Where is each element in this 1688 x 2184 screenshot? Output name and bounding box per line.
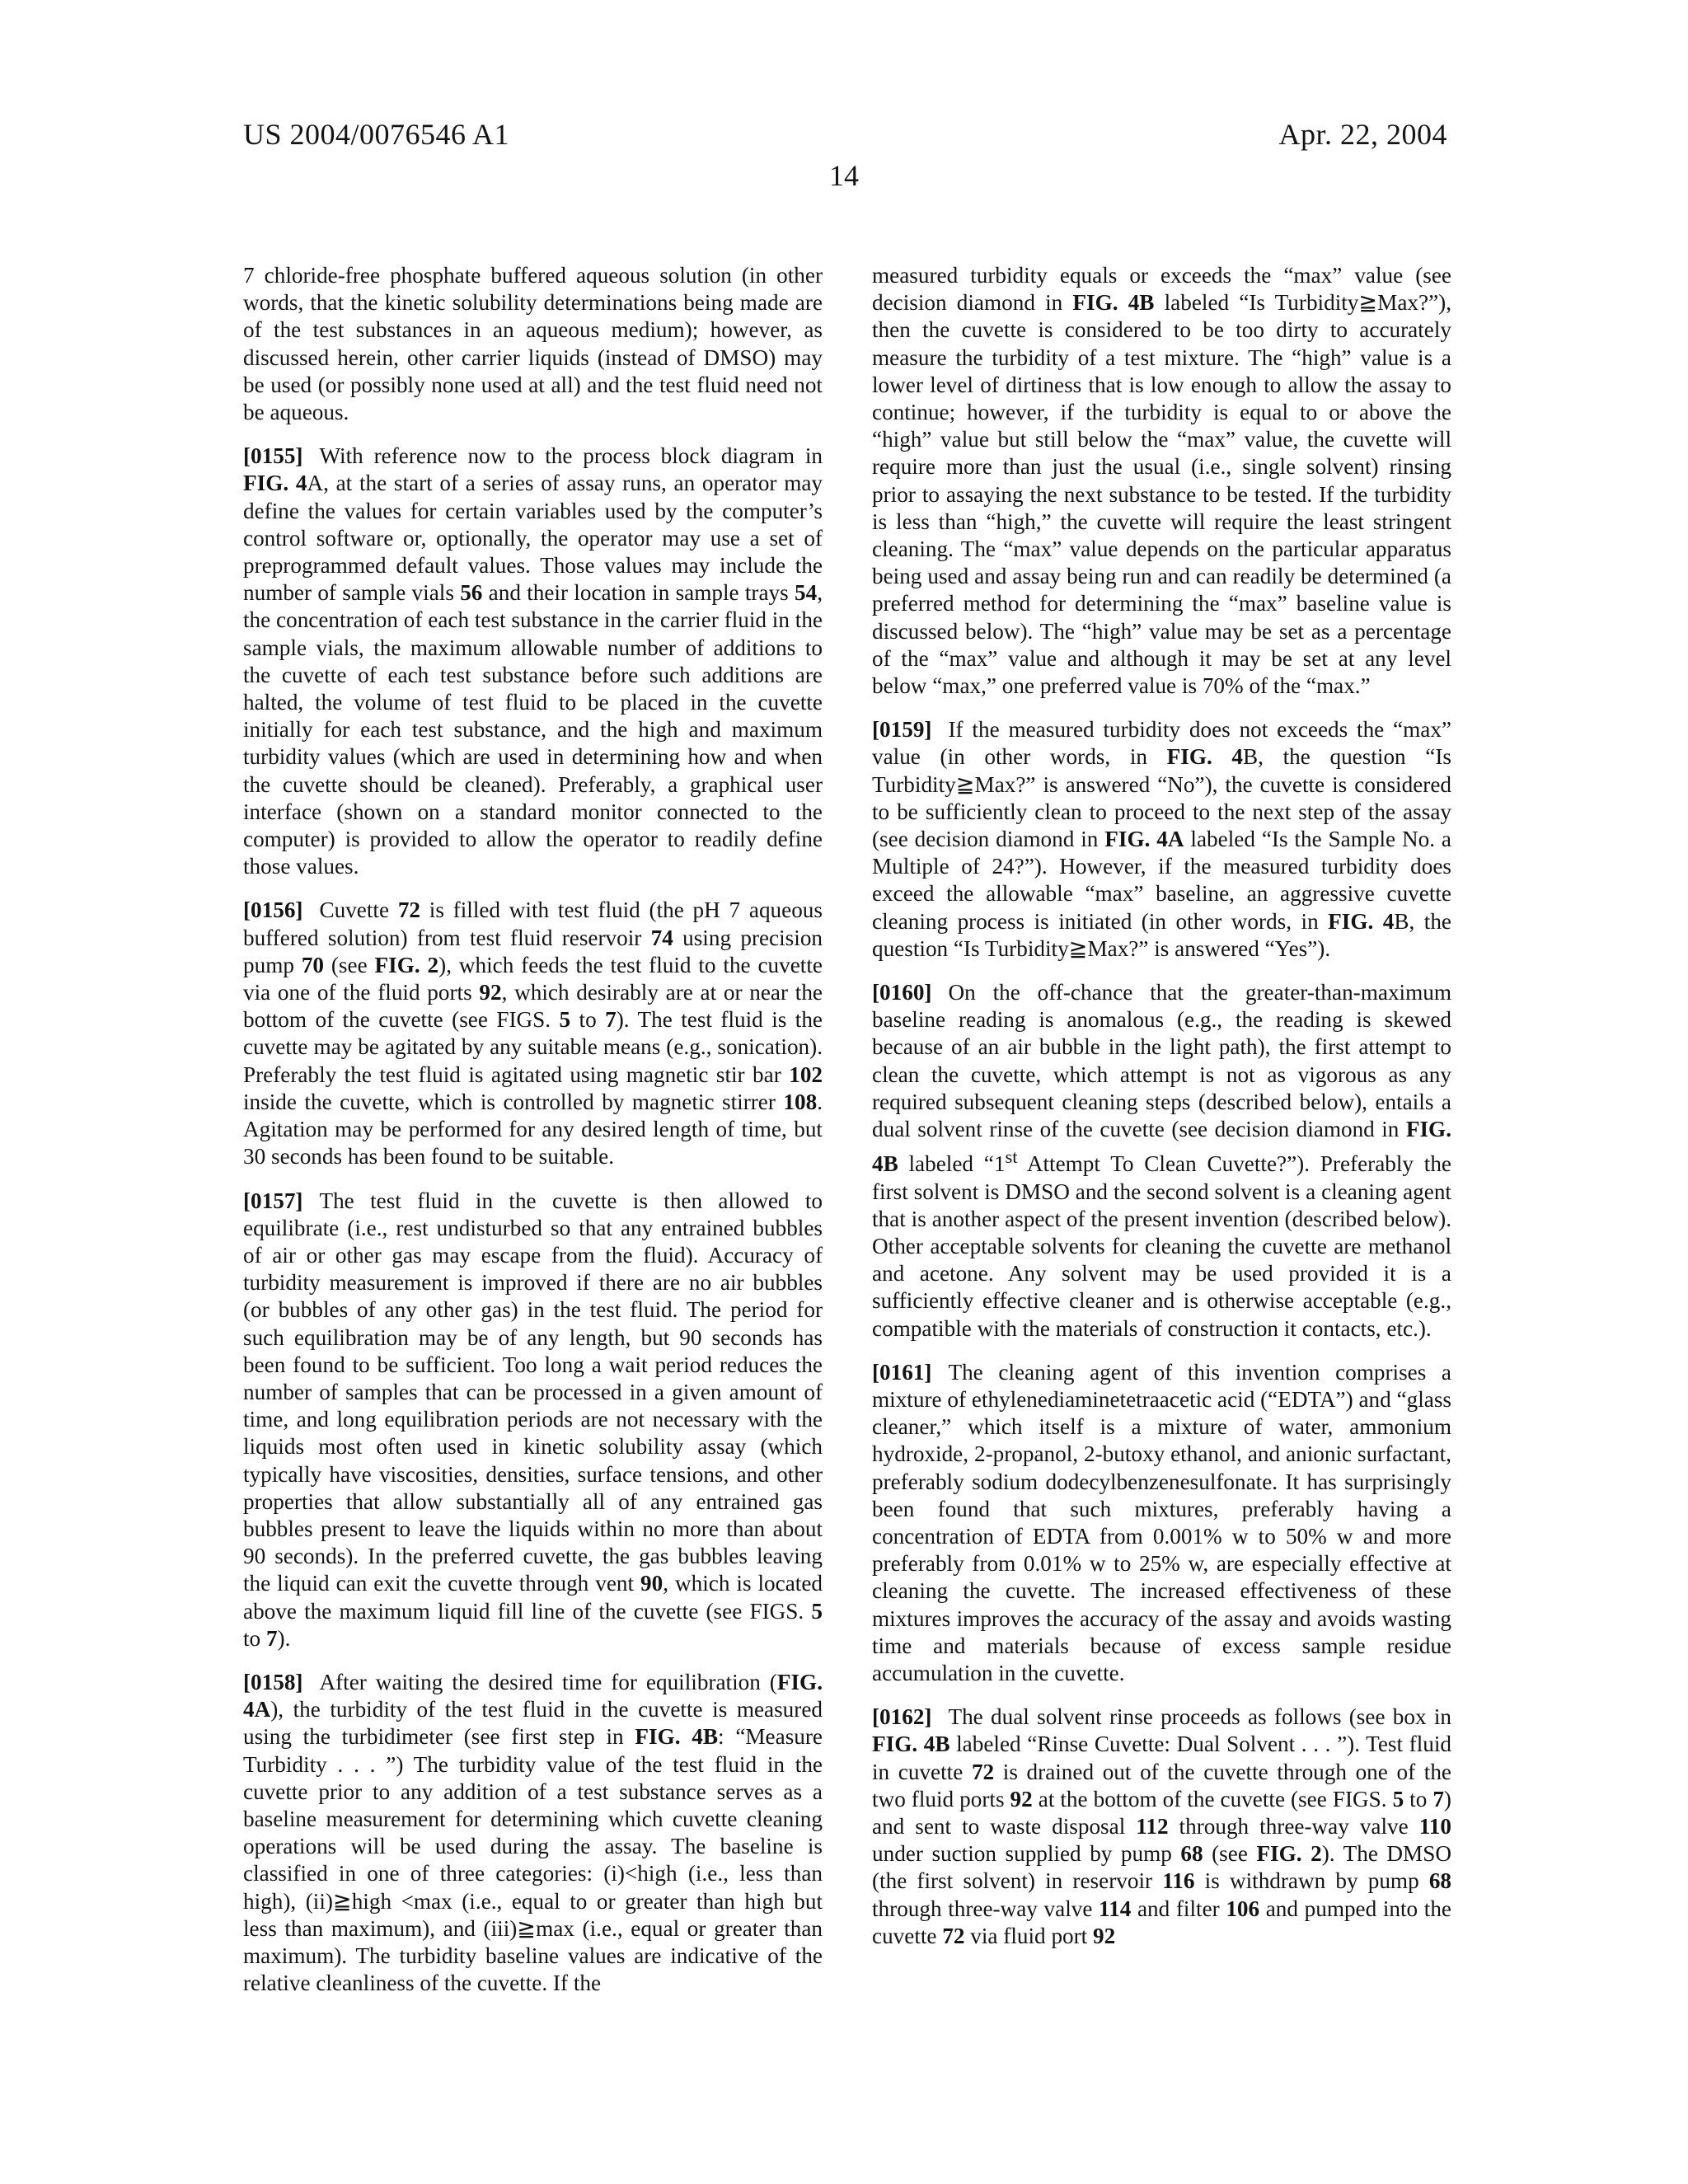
paragraph-number: [0157] [243,1188,303,1213]
paragraph-number: [0158] [243,1669,303,1694]
right-text-column [872,262,1451,1966]
paragraph-text: The cleaning agent of this invention comprises a mixture of ethylenediaminetetraacetic acid (“EDTA”) and “glass cleaner,” which itself is a mixture of water, ammonium hydroxide, 2-propanol, 2-butoxy ethanol, and anionic surfactant, preferably sodium dodecylbenzenesulfonate. It has surprisingly been found that such mixtures, preferably having a concentration of EDTA from 0.001% w to 50% w and more preferably from 0.01% w to 25% w, are especially effective at cleaning the cuvette. The increased effectiveness of these mixtures improves the accuracy of the assay and avoids wasting time and materials because of excess sample residue accumulation in the cuvette. [872,1359,1451,1686]
paragraph-text: measured turbidity equals or exceeds the “max” value (see decision diamond in FIG. 4B labeled “Is Turbidity≧Max?”), then the cuvette is considered to be too dirty to accurately measure the turbidity of a test mixture. The “high” value is a lower level of dirtiness that is low enough to allow the assay to continue; however, if the turbidity is equal to or above the “high” value but still below the “max” value, the cuvette will require more than just the usual (i.e., single solvent) rinsing prior to assaying the next substance to be tested. If the turbidity is less than “high,” the cuvette will require the least stringent cleaning. The “max” value depends on the particular apparatus being used and assay being run and can readily be determined (a preferred method for determining the “max” baseline value is discussed below). The “high” value may be set as a percentage of the “max” value and although it may be set at any level below “max,” one preferred value is 70% of the “max.” [872,263,1451,699]
paragraph-0158 [243,1669,823,1997]
page-number: 14 [829,159,859,192]
paragraph-0161 [872,1359,1451,1687]
paragraph-number: [0160] [872,980,932,1005]
paragraph-text: On the off-chance that the greater-than-maximum baseline reading is anomalous (e.g., the reading is skewed because of an air bubble in the light path), the first attempt to clean the cuvette, which attempt is not as vigorous as any required subsequent cleaning steps (described below), entails a dual solvent rinse of the cuvette (see decision diamond in FIG. 4B labeled “1st Attempt To Clean Cuvette?”). Preferably the first solvent is DMSO and the second solvent is a cleaning agent that is another aspect of the present invention (described below). Other acceptable solvents for cleaning the cuvette are methanol and acetone. Any solvent may be used provided it is a sufficiently effective cleaner and is otherwise acceptable (e.g., compatible with the materials of construction it contacts, etc.). [872,980,1451,1341]
left-text-column [243,262,823,2013]
paragraph-0160 [872,979,1451,1343]
paragraph-text: If the measured turbidity does not exceeds the “max” value (in other words, in FIG. 4B, the question “Is Turbidity≧Max?” is answered “No”), the cuvette is considered to be sufficiently clean to proceed to the next step of the assay (see decision diamond in FIG. 4A labeled “Is the Sample No. a Multiple of 24?”). However, if the measured turbidity does exceed the allowable “max” baseline, an aggressive cuvette cleaning process is initiated (in other words, in FIG. 4B, the question “Is Turbidity≧Max?” is answered “Yes”). [872,717,1451,961]
paragraph-number: [0155] [243,443,303,469]
paragraph-text: The test fluid in the cuvette is then allowed to equilibrate (i.e., rest undisturbed so that any entrained bubbles of air or other gas may escape from the fluid). Accuracy of turbidity measurement is improved if there are no air bubbles (or bubbles of any other gas) in the test fluid. The period for such equilibration may be of any length, but 90 seconds has been found to be sufficient. Too long a wait period reduces the number of samples that can be processed in a given amount of time, and long equilibration periods are not necessary with the liquids most often used in kinetic solubility assay (which typically have viscosities, densities, surface tensions, and other properties that allow substantially all of any entrained gas bubbles present to leave the liquids within no more than about 90 seconds). In the preferred cuvette, the gas bubbles leaving the liquid can exit the cuvette through vent 90, which is located above the maximum liquid fill line of the cuvette (see FIGS. 5 to 7). [243,1188,823,1651]
patent-number: US 2004/0076546 A1 [243,118,510,151]
paragraph-text: 7 chloride-free phosphate buffered aqueous solution (in other words, that the kinetic solubility determinations being made are of the test substances in an aqueous medium); however, as discussed herein, other carrier liquids (instead of DMSO) may be used (or possibly none used at all) and the test fluid need not be aqueous. [243,263,823,425]
paragraph-0155 [243,443,823,880]
paragraph-text: Cuvette 72 is filled with test fluid (the pH 7 aqueous buffered solution) from test fluid reservoir 74 using precision pump 70 (see FIG. 2), which feeds the test fluid to the cuvette via one of the fluid ports 92, which desirably are at or near the bottom of the cuvette (see FIGS. 5 to 7). The test fluid is the cuvette may be agitated by any suitable means (e.g., sonication). Preferably the test fluid is agitated using magnetic stir bar 102 inside the cuvette, which is controlled by magnetic stirrer 108. Agitation may be performed for any desired length of time, but 30 seconds has been found to be suitable. [243,898,823,1169]
paragraph-number: [0159] [872,717,932,743]
paragraph-0157 [243,1188,823,1652]
paragraph-0162 [872,1704,1451,1950]
paragraph-number: [0161] [872,1359,932,1385]
paragraph-0159 [872,716,1451,963]
paragraph-text: The dual solvent rinse proceeds as follows (see box in FIG. 4B labeled “Rinse Cuvette: Dual Solvent . . . ”). Test fluid in cuvette 72 is drained out of the cuvette through one of the two fluid ports 92 at the bottom of the cuvette (see FIGS. 5 to 7) and sent to waste disposal 112 through three-way valve 110 under suction supplied by pump 68 (see FIG. 2). The DMSO (the first solvent) in reservoir 116 is withdrawn by pump 68 through three-way valve 114 and filter 106 and pumped into the cuvette 72 via fluid port 92 [872,1704,1452,1948]
paragraph-text: With reference now to the process block diagram in FIG. 4A, at the start of a series of assay runs, an operator may define the values for certain variables used by the computer’s control software or, optionally, the operator may use a set of preprogrammed default values. Those values may include the number of sample vials 56 and their location in sample trays 54, the concentration of each test substance in the carrier fluid in the sample vials, the maximum allowable number of additions to the cuvette of each test substance before such additions are halted, the volume of test fluid to be placed in the cuvette initially for each test substance, and the high and maximum turbidity values (which are used in determining how and when the cuvette should be cleaned). Preferably, a graphical user interface (shown on a standard monitor connected to the computer) is provided to allow the operator to readily define those values. [243,443,823,879]
paragraph-number: [0162] [872,1704,932,1730]
paragraph-0156 [243,897,823,1170]
paragraph-continuation [872,262,1451,700]
paragraph-continuation [243,262,823,426]
publication-date: Apr. 22, 2004 [1278,118,1447,151]
paragraph-number: [0156] [243,898,303,923]
paragraph-text: After waiting the desired time for equilibration (FIG. 4A), the turbidity of the test fluid in the cuvette is measured using the turbidimeter (see first step in FIG. 4B: “Measure Turbidity . . . ”) The turbidity value of the test fluid in the cuvette prior to any addition of a test substance serves as a baseline measurement for determining which cuvette cleaning operations will be used during the assay. The baseline is classified in one of three categories: (i)<high (i.e., less than high), (ii)≧high <max (i.e., equal to or greater than high but less than maximum), and (iii)≧max (i.e., equal or greater than maximum). The turbidity baseline values are indicative of the relative cleanliness of the cuvette. If the [243,1669,823,1996]
